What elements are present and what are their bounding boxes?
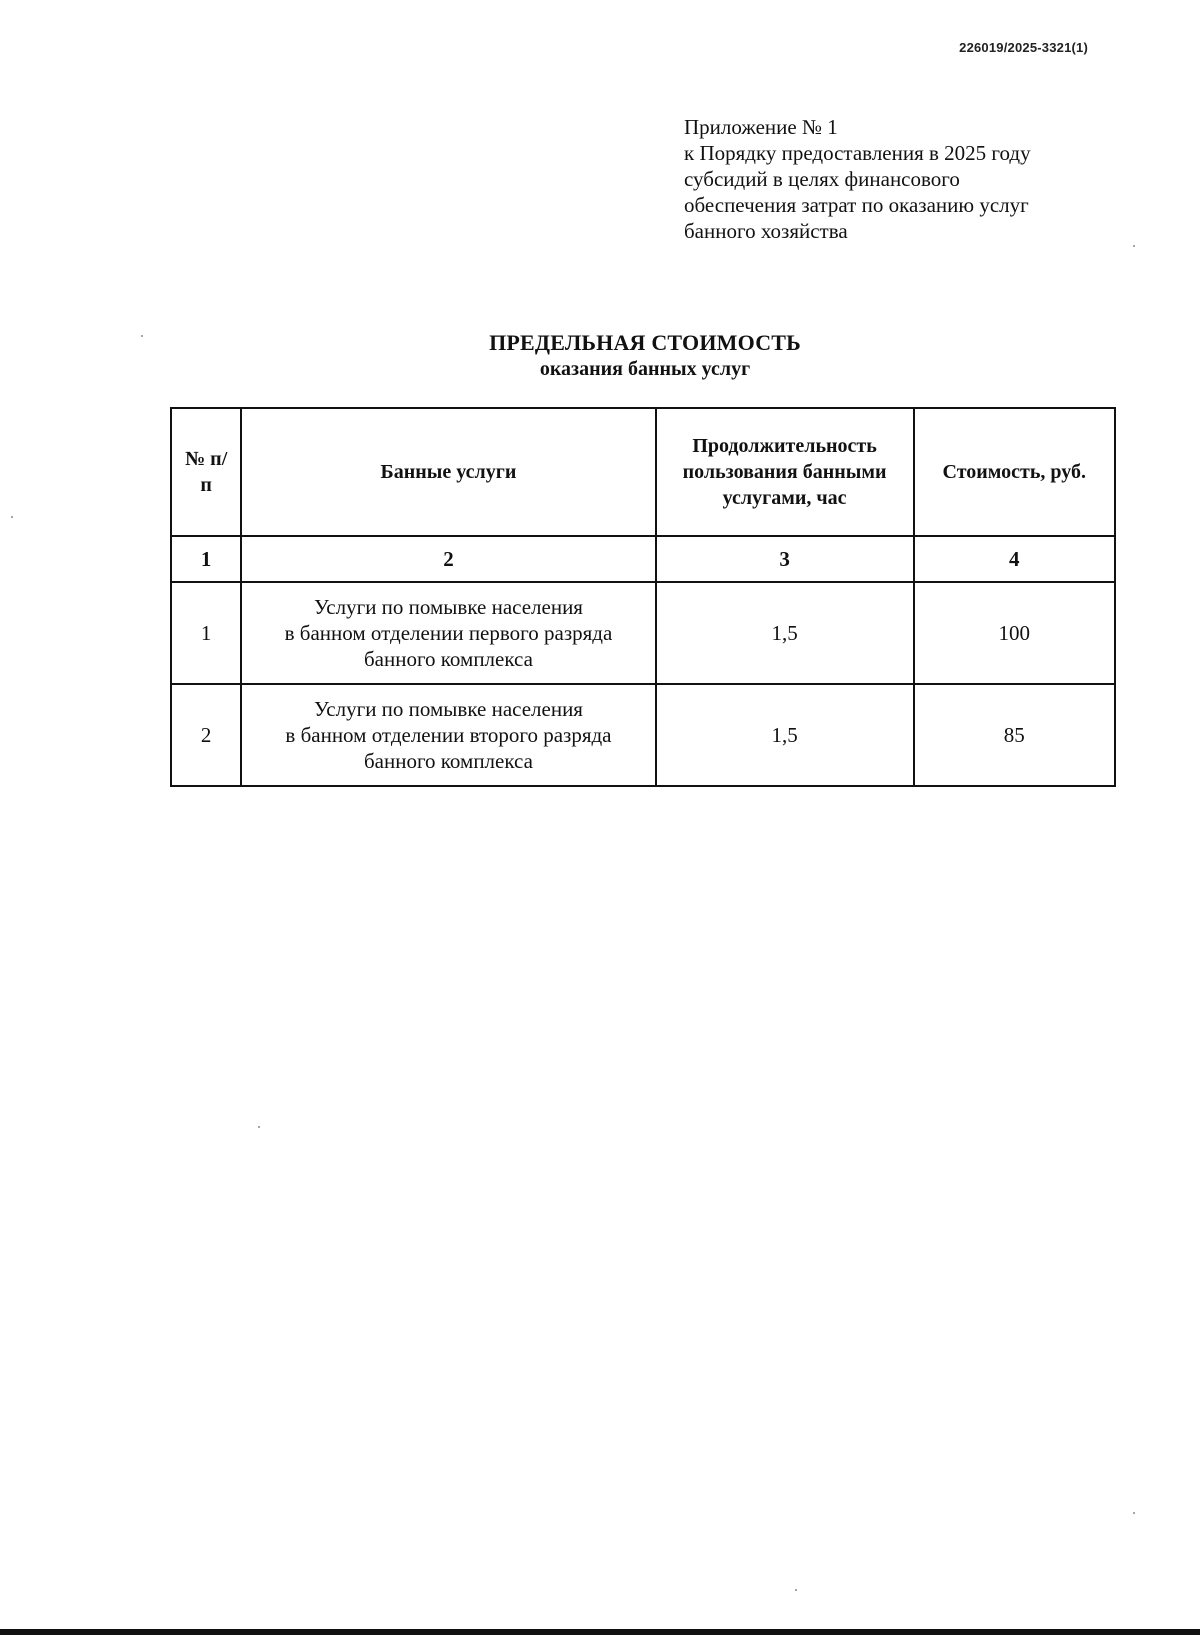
appendix-line: субсидий в целях финансового bbox=[684, 167, 960, 191]
appendix-line: банного хозяйства bbox=[684, 219, 848, 243]
service-line: Услуги по помывке населения bbox=[313, 697, 583, 721]
row-cost: 85 bbox=[914, 684, 1115, 786]
column-number: 4 bbox=[914, 536, 1115, 582]
scan-speck bbox=[1133, 245, 1135, 247]
document-subtitle: оказания банных услуг bbox=[539, 358, 751, 380]
scan-speck bbox=[11, 516, 13, 518]
document-title-block bbox=[0, 330, 1200, 381]
service-line: банного комплекса bbox=[363, 749, 533, 773]
row-service bbox=[241, 684, 655, 786]
scan-bottom-edge bbox=[0, 1629, 1200, 1635]
service-line: в банном отделении первого разряда bbox=[284, 621, 613, 645]
service-line: в банном отделении второго разряда bbox=[285, 723, 612, 747]
table-row bbox=[171, 684, 1115, 786]
row-num: 2 bbox=[171, 684, 241, 786]
service-line: банного комплекса bbox=[363, 647, 533, 671]
appendix-note bbox=[684, 114, 1104, 244]
row-num: 1 bbox=[171, 582, 241, 684]
header-cost: Стоимость, руб. bbox=[914, 408, 1115, 536]
service-line: Услуги по помывке населения bbox=[313, 595, 583, 619]
column-number: 3 bbox=[656, 536, 914, 582]
scan-speck bbox=[1133, 1512, 1135, 1514]
appendix-line: к Порядку предоставления в 2025 году bbox=[684, 141, 1031, 165]
column-number: 2 bbox=[241, 536, 655, 582]
table-header-row bbox=[171, 408, 1115, 536]
scan-speck bbox=[795, 1589, 797, 1591]
document-title: ПРЕДЕЛЬНАЯ СТОИМОСТЬ bbox=[489, 330, 801, 355]
scan-speck bbox=[141, 335, 143, 337]
price-table bbox=[170, 407, 1116, 787]
header-num: № п/п bbox=[171, 408, 241, 536]
scan-speck bbox=[258, 1126, 260, 1128]
registration-number: 226019/2025-3321(1) bbox=[959, 40, 1088, 55]
table-row bbox=[171, 582, 1115, 684]
appendix-line: Приложение № 1 bbox=[684, 115, 838, 139]
row-duration: 1,5 bbox=[656, 684, 914, 786]
row-cost: 100 bbox=[914, 582, 1115, 684]
row-service bbox=[241, 582, 655, 684]
column-number-row bbox=[171, 536, 1115, 582]
header-duration: Продолжительность пользования банными услугами, час bbox=[656, 408, 914, 536]
appendix-line: обеспечения затрат по оказанию услуг bbox=[684, 193, 1029, 217]
row-duration: 1,5 bbox=[656, 582, 914, 684]
header-service: Банные услуги bbox=[241, 408, 655, 536]
column-number: 1 bbox=[171, 536, 241, 582]
